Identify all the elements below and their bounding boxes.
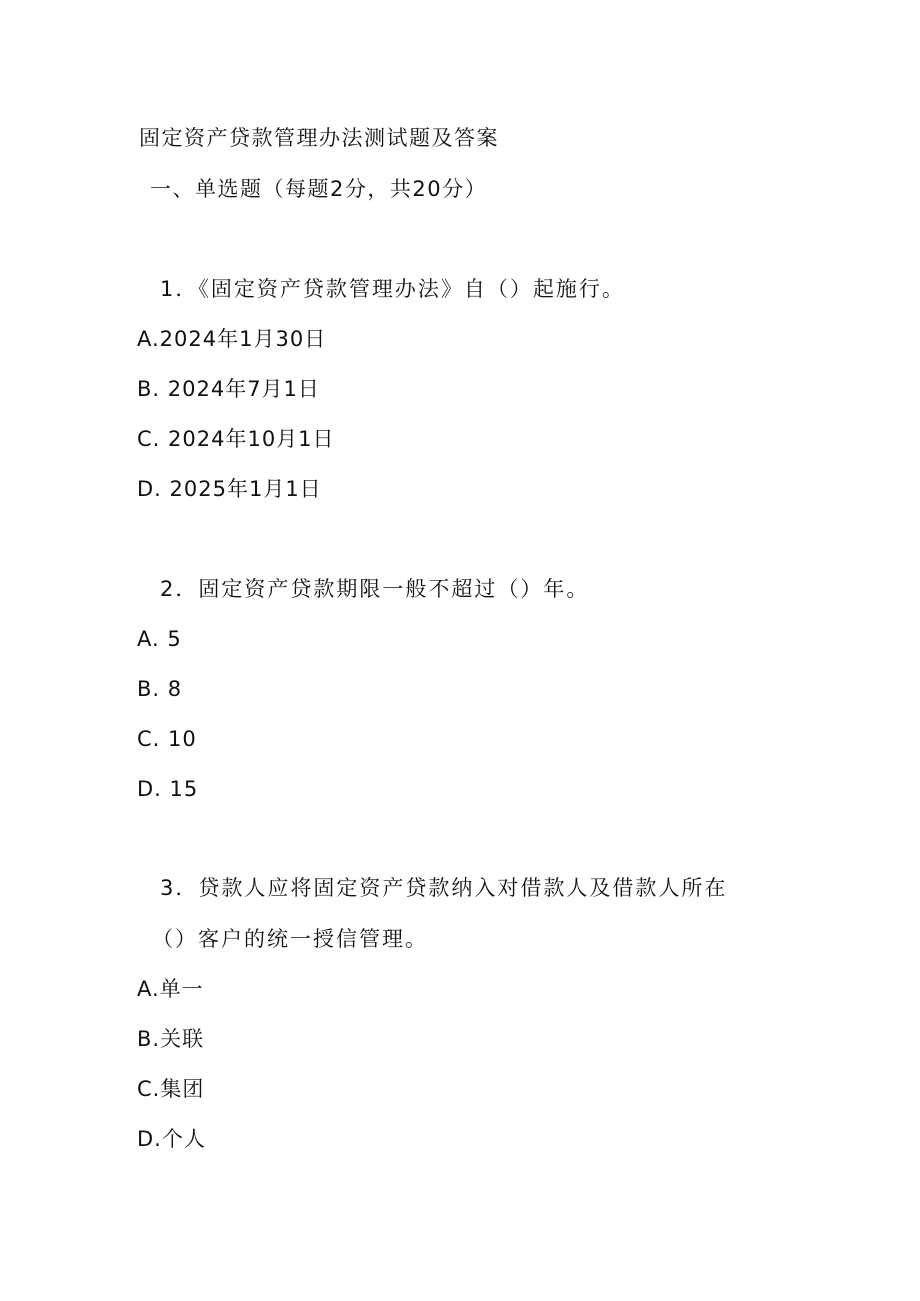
question-1-stem: 1．《固定资产贷款管理办法》自（）起施行。 bbox=[160, 277, 625, 301]
section-heading: 一、单选题（每题2分，共20分） bbox=[150, 177, 488, 201]
question-3-option-a: A.单一 bbox=[137, 977, 204, 1001]
question-3-stem-line-2: （）客户的统一授信管理。 bbox=[152, 927, 428, 951]
question-1-option-b: B. 2024年7月1日 bbox=[137, 377, 320, 401]
question-1-option-c: C. 2024年10月1日 bbox=[137, 427, 335, 451]
question-1-option-d: D. 2025年1月1日 bbox=[137, 477, 322, 501]
question-3-option-d: D.个人 bbox=[137, 1127, 206, 1151]
question-2-option-c: C. 10 bbox=[137, 727, 197, 751]
question-2-option-d: D. 15 bbox=[137, 777, 199, 801]
question-2-stem: 2．固定资产贷款期限一般不超过（）年。 bbox=[160, 577, 590, 601]
question-2-option-a: A. 5 bbox=[137, 627, 182, 651]
question-3-option-b: B.关联 bbox=[137, 1027, 205, 1051]
question-3-option-c: C.集团 bbox=[137, 1077, 205, 1101]
question-1-option-a: A.2024年1月30日 bbox=[137, 327, 327, 351]
document-title: 固定资产贷款管理办法测试题及答案 bbox=[139, 126, 499, 150]
question-3-stem-line-1: 3．贷款人应将固定资产贷款纳入对借款人及借款人所在 bbox=[160, 876, 728, 900]
question-2-option-b: B. 8 bbox=[137, 677, 183, 701]
